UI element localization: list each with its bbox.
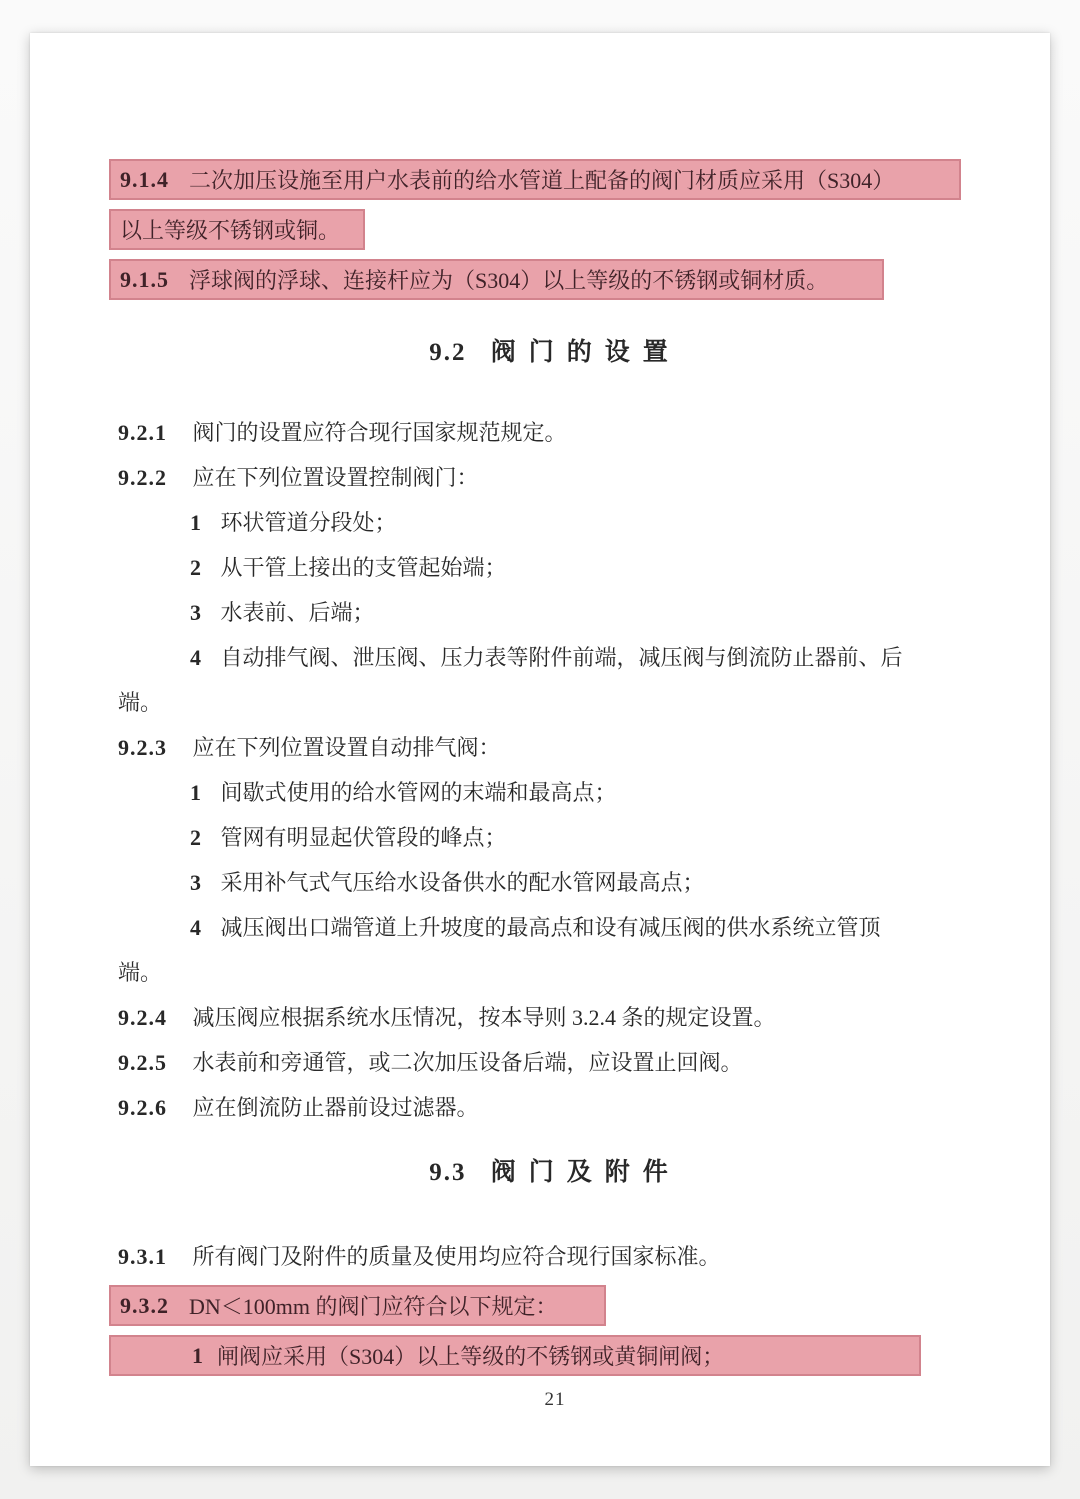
item-text: 闸阀应采用（S304）以上等级的不锈钢或黄铜闸阀； — [217, 1344, 725, 1369]
clause-text: 二次加压设施至用户水表前的给水管道上配备的阀门材质应采用（S304） — [189, 168, 895, 193]
clause-9-3-1 — [118, 1234, 992, 1279]
page-number: 21 — [544, 1389, 566, 1410]
clause-number: 9.2.2 — [118, 465, 167, 490]
item-text: 自动排气阀、泄压阀、压力表等附件前端，减压阀与倒流防止器前、后 — [220, 645, 903, 670]
highlighted-clause-9-1-4-line-2 — [109, 209, 365, 250]
section-number: 9.2 — [429, 339, 467, 366]
item-number: 4 — [190, 645, 201, 670]
list-item — [118, 500, 992, 545]
clause-text: 应在倒流防止器前设过滤器。 — [192, 1095, 479, 1120]
section-title: 阀门的设置 — [490, 339, 681, 366]
clause-9-2-1 — [118, 410, 992, 455]
section-heading-9-2 — [118, 332, 992, 368]
list-item — [118, 635, 992, 680]
clause-text: 阀门的设置应符合现行国家规范规定。 — [192, 420, 567, 445]
item-number: 4 — [190, 915, 201, 940]
clause-number: 9.2.1 — [118, 420, 167, 445]
item-text: 端。 — [118, 690, 163, 715]
list-item — [118, 815, 992, 860]
clause-number: 9.1.4 — [120, 166, 169, 192]
document-page — [30, 33, 1050, 1466]
clause-number: 9.3.1 — [118, 1244, 167, 1269]
item-number: 3 — [190, 600, 201, 625]
item-text: 水表前、后端； — [220, 600, 375, 625]
item-text: 采用补气式气压给水设备供水的配水管网最高点； — [220, 870, 705, 895]
page-content — [30, 33, 1050, 1411]
item-text: 从干管上接出的支管起始端； — [220, 555, 507, 580]
highlighted-list-item — [109, 1335, 921, 1376]
highlighted-clause-9-1-4-line-1 — [109, 159, 961, 200]
clause-text: 以上等级不锈钢或铜。 — [120, 218, 341, 243]
list-item — [118, 545, 992, 590]
clause-text: 减压阀应根据系统水压情况，按本导则 3.2.4 条的规定设置。 — [192, 1005, 776, 1030]
clause-9-2-4 — [118, 995, 992, 1040]
item-number: 1 — [190, 780, 201, 805]
clause-text: 应在下列位置设置自动排气阀： — [192, 735, 501, 760]
list-item — [118, 860, 992, 905]
item-number: 3 — [190, 870, 201, 895]
section-number: 9.3 — [429, 1159, 467, 1186]
clause-text: DN＜100mm 的阀门应符合以下规定： — [189, 1294, 558, 1319]
item-text: 减压阀出口端管道上升坡度的最高点和设有减压阀的供水系统立管顶 — [220, 915, 881, 940]
list-item-continuation — [118, 950, 992, 995]
item-number: 2 — [190, 555, 201, 580]
item-text: 管网有明显起伏管段的峰点； — [220, 825, 507, 850]
item-text: 间歇式使用的给水管网的末端和最高点； — [220, 780, 617, 805]
section-heading-9-3 — [118, 1152, 992, 1188]
clause-number: 9.2.4 — [118, 1005, 167, 1030]
clause-9-2-6 — [118, 1085, 992, 1130]
section-title: 阀门及附件 — [490, 1159, 681, 1186]
highlighted-clause-9-3-2 — [109, 1285, 606, 1326]
clause-text: 水表前和旁通管，或二次加压设备后端，应设置止回阀。 — [192, 1050, 743, 1075]
item-number: 1 — [192, 1342, 203, 1368]
highlighted-clause-9-1-5 — [109, 259, 884, 300]
clause-text: 浮球阀的浮球、连接杆应为（S304）以上等级的不锈钢或铜材质。 — [189, 268, 829, 293]
list-item-continuation — [118, 680, 992, 725]
clause-text: 所有阀门及附件的质量及使用均应符合现行国家标准。 — [192, 1244, 721, 1269]
clause-text: 应在下列位置设置控制阀门： — [192, 465, 479, 490]
item-text: 端。 — [118, 960, 163, 985]
clause-number: 9.1.5 — [120, 266, 169, 292]
clause-number: 9.2.5 — [118, 1050, 167, 1075]
item-number: 1 — [190, 510, 201, 535]
clause-9-2-5 — [118, 1040, 992, 1085]
item-text: 环状管道分段处； — [220, 510, 397, 535]
clause-number: 9.2.3 — [118, 735, 167, 760]
item-number: 2 — [190, 825, 201, 850]
clause-number: 9.2.6 — [118, 1095, 167, 1120]
clause-number: 9.3.2 — [120, 1292, 169, 1318]
list-item — [118, 905, 992, 950]
clause-9-2-2 — [118, 455, 992, 500]
list-item — [118, 770, 992, 815]
clause-9-2-3 — [118, 725, 992, 770]
list-item — [118, 590, 992, 635]
